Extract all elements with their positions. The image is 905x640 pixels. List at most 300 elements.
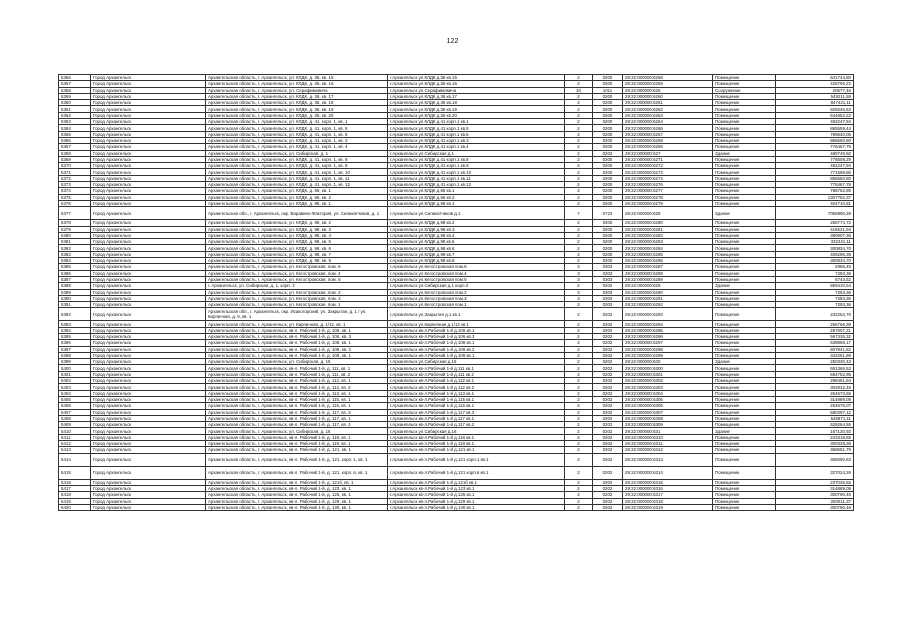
row-number-cell: 5395 xyxy=(59,333,91,339)
object-type-cell: Помещение xyxy=(713,258,776,264)
cadastral-value-cell: 300834,70 xyxy=(776,245,854,251)
municipality-cell: Город Архангельск xyxy=(91,200,206,206)
cadastral-number-cell: 29:22:000000:626 xyxy=(623,87,713,93)
short-address-cell: г.Архангельск кв-л.Рабочий 1-й д.117 кв.3 xyxy=(388,409,565,415)
cadastral-value-cell: 416521,94 xyxy=(776,226,854,232)
full-address-cell: Архангельская область, г. Архангельск, ул. КЛДК, д. 98, кв. 8 xyxy=(206,258,388,264)
short-address-cell: г.Архангельск ул.КЛДК д.41 корп.1 кв.9 xyxy=(388,163,565,169)
cadastral-value-cell: 546871,11 xyxy=(776,415,854,421)
category-cell: 2 xyxy=(565,466,593,479)
short-address-cell: г.Архангельск кв-л.Рабочий 1-й д.108 кв.2 xyxy=(388,346,565,352)
class-code-cell: 0200 xyxy=(593,226,623,232)
class-code-cell: 0202 xyxy=(593,428,623,434)
cadastral-number-cell: 29:22:000000:6268 xyxy=(623,137,713,143)
municipality-cell: Город Архангельск xyxy=(91,220,206,226)
class-code-cell: 0303 xyxy=(593,264,623,270)
cadastral-number-cell: 29:22:000000:6280 xyxy=(623,220,713,226)
row-number-cell: 5394 xyxy=(59,327,91,333)
cadastral-number-cell: 29:22:000000:6261 xyxy=(623,100,713,106)
property-register-table xyxy=(58,74,854,511)
municipality-cell: Город Архангельск xyxy=(91,453,206,466)
object-type-cell: Помещение xyxy=(713,403,776,409)
cadastral-value-cell: 332441,11 xyxy=(776,239,854,245)
cadastral-value-cell: 771598,86 xyxy=(776,169,854,175)
municipality-cell: Город Архангельск xyxy=(91,276,206,282)
full-address-cell: Архангельская область, г. Архангельск, ул. КЛДК, д. 98, кв. 4 xyxy=(206,232,388,238)
cadastral-number-cell: 29:22:000000:6297 xyxy=(623,340,713,346)
full-address-cell: Архангельская область, г. Архангельск, ул. КЛДК, д. 98, кв. 3 xyxy=(206,226,388,232)
table-row xyxy=(59,466,854,479)
object-type-cell: Помещение xyxy=(713,415,776,421)
full-address-cell: Архангельская область, г. Архангельск, кв-л. Рабочий 1-й, д. 115, кв. 1 xyxy=(206,396,388,402)
cadastral-value-cell: 300834,70 xyxy=(776,258,854,264)
object-type-cell: Помещение xyxy=(713,232,776,238)
full-address-cell: Архангельская область, г. Архангельск, ул. КЛДК, д. 41, корп. 1, кв. 8 xyxy=(206,156,388,162)
full-address-cell: Архангельская область, г. Архангельск, кв-л. Рабочий 1-й, д. 112, кв. 2 xyxy=(206,384,388,390)
full-address-cell: Архангельская область, г. Архангельск, ул. КЛДК, д. 41, корп. 1, кв. 1 xyxy=(206,119,388,125)
row-number-cell: 5398 xyxy=(59,352,91,358)
cadastral-number-cell: 29:22:000000:6276 xyxy=(623,182,713,188)
object-type-cell: Помещение xyxy=(713,163,776,169)
municipality-cell: Город Архангельск xyxy=(91,194,206,200)
short-address-cell: г.Архангельск кв-л.Рабочий 1-й д.112 кв.1 xyxy=(388,378,565,384)
category-cell: 2 xyxy=(565,137,593,143)
cadastral-number-cell: 29:22:000000:6267 xyxy=(623,131,713,137)
full-address-cell: Архангельская область, г. Архангельск, кв-л. Рабочий 1-й, д. 121, кв. 1 xyxy=(206,447,388,453)
full-address-cell: Архангельская область, г. Архангельск, ул. КЛДК, д. 98, кв. 2 xyxy=(206,220,388,226)
short-address-cell: г.Архангельск кв-л.Рабочий 1-й д.121 корп.1 кв.1 xyxy=(388,453,565,466)
municipality-cell: Город Архангельск xyxy=(91,371,206,377)
class-code-cell: 0200 xyxy=(593,93,623,99)
cadastral-value-cell: 788752,86 xyxy=(776,188,854,194)
row-number-cell: 5402 xyxy=(59,378,91,384)
cadastral-value-cell: 342251,69 xyxy=(776,352,854,358)
row-number-cell: 5414 xyxy=(59,453,91,466)
category-cell: 7 xyxy=(565,207,593,220)
municipality-cell: Город Архангельск xyxy=(91,321,206,327)
cadastral-number-cell: 29:22:000000:630 xyxy=(623,359,713,365)
object-type-cell: Помещение xyxy=(713,251,776,257)
municipality-cell: Город Архангельск xyxy=(91,384,206,390)
short-address-cell: г.Архангельск кв-л.Рабочий 1-й д.118 кв.1 xyxy=(388,434,565,440)
class-code-cell: 0202 xyxy=(593,441,623,447)
object-type-cell: Помещение xyxy=(713,119,776,125)
cadastral-value-cell: 232253,70 xyxy=(776,308,854,321)
cadastral-number-cell: 29:22:000000:6264 xyxy=(623,119,713,125)
cadastral-number-cell: 29:22:000000:6302 xyxy=(623,378,713,384)
short-address-cell: г.Архангельск ул.Кегостровская пом.5 xyxy=(388,276,565,282)
cadastral-value-cell: 233318,65 xyxy=(776,434,854,440)
short-address-cell: г.Архангельск ул.КЛДК д.41 корп.1 кв.11 xyxy=(388,175,565,181)
class-code-cell: 0200 xyxy=(593,163,623,169)
object-type-cell: Помещение xyxy=(713,75,776,81)
cadastral-value-cell: 7059990,28 xyxy=(776,207,854,220)
category-cell: 2 xyxy=(565,75,593,81)
object-type-cell: Помещение xyxy=(713,396,776,402)
object-type-cell: Помещение xyxy=(713,485,776,491)
short-address-cell: г.Архангельск ул.КЛДК д.41 корп.1 кв.10 xyxy=(388,169,565,175)
cadastral-value-cell: 256774,72 xyxy=(776,220,854,226)
full-address-cell: Архангельская область, г. Архангельск, кв-л. Рабочий 1-й, д. 119, кв. 1 xyxy=(206,441,388,447)
municipality-cell: Город Архангельск xyxy=(91,75,206,81)
short-address-cell: г.Архангельск кв-л.Рабочий 1-й д.112 кв.2 xyxy=(388,384,565,390)
category-cell: 2 xyxy=(565,396,593,402)
category-cell: 2 xyxy=(565,232,593,238)
cadastral-value-cell: 859410,64 xyxy=(776,283,854,289)
class-code-cell: 0202 xyxy=(593,466,623,479)
cadastral-value-cell: 5743,52 xyxy=(776,276,854,282)
municipality-cell: Город Архангельск xyxy=(91,390,206,396)
category-cell: 3 xyxy=(565,276,593,282)
short-address-cell: г.Архангельск ул.КЛДК д.36 кв.17 xyxy=(388,93,565,99)
category-cell: 3 xyxy=(565,264,593,270)
municipality-cell: Город Архангельск xyxy=(91,295,206,301)
cadastral-number-cell: 29:22:000000:6287 xyxy=(623,264,713,270)
class-code-cell: 0200 xyxy=(593,125,623,131)
cadastral-number-cell: 29:22:000000:6309 xyxy=(623,422,713,428)
short-address-cell: г.Архангельск ул.КЛДК д.98 кв.8 xyxy=(388,258,565,264)
object-type-cell: Помещение xyxy=(713,498,776,504)
object-type-cell: Помещение xyxy=(713,137,776,143)
category-cell: 2 xyxy=(565,308,593,321)
short-address-cell: г.Архангельск ул.КЛДК д.98 кв.7 xyxy=(388,251,565,257)
municipality-cell: Город Архангельск xyxy=(91,346,206,352)
class-code-cell: 0202 xyxy=(593,434,623,440)
category-cell: 2 xyxy=(565,346,593,352)
class-code-cell: 0200 xyxy=(593,232,623,238)
object-type-cell: Помещение xyxy=(713,245,776,251)
class-code-cell: 0202 xyxy=(593,365,623,371)
class-code-cell: 0303 xyxy=(593,270,623,276)
full-address-cell: Архангельская область, г. Архангельск, ул. Сибирская, д. 15 xyxy=(206,359,388,365)
row-number-cell: 5380 xyxy=(59,232,91,238)
short-address-cell: г.Архангельск ул.КЛДК д.36 кв.18 xyxy=(388,100,565,106)
full-address-cell: Архангельская область, г. Архангельск, ул. КЛДК, д. 41, корп. 1, кв. 4 xyxy=(206,144,388,150)
table-row xyxy=(59,207,854,220)
full-address-cell: Архангельская область, г. Архангельск, ул. КЛДК, д. 41, корп. 1, кв. 12 xyxy=(206,182,388,188)
category-cell: 2 xyxy=(565,251,593,257)
cadastral-number-cell: 29:22:000000:6281 xyxy=(623,226,713,232)
cadastral-value-cell: 314889,09 xyxy=(776,396,854,402)
cadastral-value-cell: 492247,94 xyxy=(776,119,854,125)
cadastral-number-cell: 29:22:000000:6298 xyxy=(623,346,713,352)
full-address-cell: Архангельская область, г. Архангельск, кв-л. Рабочий 1-й, д. 117, кв. 1 xyxy=(206,415,388,421)
cadastral-number-cell: 29:22:000000:6318 xyxy=(623,498,713,504)
class-code-cell: 0200 xyxy=(593,200,623,206)
short-address-cell: г.Архангельск кв-л.Рабочий 1-й д.121 кв.1 xyxy=(388,447,565,453)
row-number-cell: 5386 xyxy=(59,270,91,276)
object-type-cell: Помещение xyxy=(713,365,776,371)
short-address-cell: г.Архангельск кв-л.Рабочий 1-й д.111 кв.1 xyxy=(388,365,565,371)
class-code-cell: 0202 xyxy=(593,390,623,396)
cadastral-value-cell: 580397,12 xyxy=(776,409,854,415)
cadastral-number-cell: 29:22:000000:6277 xyxy=(623,188,713,194)
class-code-cell: 0723 xyxy=(593,207,623,220)
cadastral-value-cell: 314889,09 xyxy=(776,485,854,491)
category-cell: 2 xyxy=(565,340,593,346)
category-cell: 2 xyxy=(565,333,593,339)
cadastral-value-cell: 929246,63 xyxy=(776,106,854,112)
category-cell: 2 xyxy=(565,283,593,289)
cadastral-value-cell: 539858,17 xyxy=(776,340,854,346)
cadastral-value-cell: 302932,45 xyxy=(776,384,854,390)
cadastral-number-cell: 29:22:000000:6311 xyxy=(623,441,713,447)
cadastral-value-cell: 254675,07 xyxy=(776,403,854,409)
category-cell: 2 xyxy=(565,327,593,333)
full-address-cell: Архангельская область, г. Архангельск, кв-л. Рабочий 1-й, д. 121, корп. в, кв. 1 xyxy=(206,466,388,479)
cadastral-number-cell: 29:22:000000:627 xyxy=(623,150,713,156)
short-address-cell: г.Архангельск ул.Закрытая д.1 кв.1 xyxy=(388,308,565,321)
class-code-cell: 0202 xyxy=(593,340,623,346)
full-address-cell: Архангельская область, г. Архангельск, ул. КЛДК, д. 41, корп. 1, кв. 10 xyxy=(206,169,388,175)
municipality-cell: Город Архангельск xyxy=(91,428,206,434)
short-address-cell: г.Архангельск кв-л.Рабочий 1-й д.111 кв.2 xyxy=(388,371,565,377)
class-code-cell: 0202 xyxy=(593,352,623,358)
category-cell: 2 xyxy=(565,428,593,434)
municipality-cell: Город Архангельск xyxy=(91,415,206,421)
object-type-cell: Здание xyxy=(713,359,776,365)
class-code-cell: 0202 xyxy=(593,409,623,415)
short-address-cell: г.Архангельск кв-л.Рабочий 1-й д.109 кв.1 xyxy=(388,352,565,358)
object-type-cell: Помещение xyxy=(713,390,776,396)
municipality-cell: Город Архангельск xyxy=(91,169,206,175)
full-address-cell: Архангельская область, г. Архангельск, ул. Сибирская, д. 16 xyxy=(206,428,388,434)
municipality-cell: Город Архангельск xyxy=(91,100,206,106)
class-code-cell: 0202 xyxy=(593,415,623,421)
cadastral-number-cell: 29:22:000000:6310 xyxy=(623,434,713,440)
cadastral-value-cell: 298461,64 xyxy=(776,378,854,384)
full-address-cell: Архангельская область, г. Архангельск, ул. КЛДК, д. 41, корп. 1, кв. 3 xyxy=(206,137,388,143)
class-code-cell: 0202 xyxy=(593,346,623,352)
class-code-cell: 0202 xyxy=(593,371,623,377)
cadastral-number-cell: 29:22:000000:6259 xyxy=(623,81,713,87)
class-code-cell: 0202 xyxy=(593,308,623,321)
cadastral-number-cell: 29:22:000000:6319 xyxy=(623,504,713,510)
class-code-cell: 0200 xyxy=(593,169,623,175)
cadastral-value-cell: 7293,36 xyxy=(776,302,854,308)
category-cell: 2 xyxy=(565,479,593,485)
row-number-cell: 5356 xyxy=(59,75,91,81)
object-type-cell: Помещение xyxy=(713,289,776,295)
object-type-cell: Помещение xyxy=(713,466,776,479)
object-type-cell: Помещение xyxy=(713,441,776,447)
row-number-cell: 5393 xyxy=(59,321,91,327)
row-number-cell: 5404 xyxy=(59,390,91,396)
cadastral-number-cell: 29:22:000000:6300 xyxy=(623,365,713,371)
row-number-cell: 5392 xyxy=(59,308,91,321)
full-address-cell: Архангельская область, г. Архангельск, ул. КЛДК, д. 41, корп. 1, кв. 9 xyxy=(206,163,388,169)
municipality-cell: Город Архангельск xyxy=(91,125,206,131)
cadastral-number-cell: 29:22:000000:6263 xyxy=(623,112,713,118)
municipality-cell: Город Архангельск xyxy=(91,239,206,245)
cadastral-number-cell: 29:22:000000:6271 xyxy=(623,156,713,162)
class-code-cell: 0200 xyxy=(593,188,623,194)
cadastral-number-cell: 29:22:000000:6307 xyxy=(623,409,713,415)
category-cell: 2 xyxy=(565,321,593,327)
cadastral-value-cell: 529264,55 xyxy=(776,422,854,428)
municipality-cell: Город Архангельск xyxy=(91,163,206,169)
cadastral-number-cell: 29:22:000000:6301 xyxy=(623,371,713,377)
cadastral-number-cell: 29:22:000000:6262 xyxy=(623,106,713,112)
cadastral-number-cell: 29:22:000000:629 xyxy=(623,283,713,289)
municipality-cell: Город Архангельск xyxy=(91,396,206,402)
cadastral-number-cell: 29:22:000000:6306 xyxy=(623,403,713,409)
table-body xyxy=(59,75,854,511)
category-cell: 2 xyxy=(565,409,593,415)
municipality-cell: Город Архангельск xyxy=(91,485,206,491)
category-cell: 2 xyxy=(565,422,593,428)
cadastral-value-cell: 641744,80 xyxy=(776,75,854,81)
object-type-cell: Помещение xyxy=(713,239,776,245)
short-address-cell: г.Архангельск ул.Сибирская д.15 xyxy=(388,359,565,365)
full-address-cell: Архангельская область, г. Архангельск, кв-л. Рабочий 1-й, д. 108, кв. 2 xyxy=(206,346,388,352)
cadastral-value-cell: 865559,44 xyxy=(776,125,854,131)
full-address-cell: Архангельская область, г. Архангельск, ул. Кегостровская, пом. 2 xyxy=(206,289,388,295)
short-address-cell: г.Архангельск ул.Кегостровская пом.3 xyxy=(388,295,565,301)
object-type-cell: Помещение xyxy=(713,106,776,112)
object-type-cell: Помещение xyxy=(713,453,776,466)
cadastral-number-cell: 29:22:000000:6313 xyxy=(623,453,713,466)
cadastral-number-cell: 29:22:000000:6289 xyxy=(623,276,713,282)
cadastral-value-cell: 865560,80 xyxy=(776,137,854,143)
class-code-cell: 0202 xyxy=(593,333,623,339)
municipality-cell: Город Архангельск xyxy=(91,251,206,257)
row-number-cell: 5401 xyxy=(59,371,91,377)
cadastral-number-cell: 29:22:000000:628 xyxy=(623,207,713,220)
class-code-cell: 0200 xyxy=(593,106,623,112)
full-address-cell: Архангельская область, г. Архангельск, ул. КЛДК, д. 36, кв. 17 xyxy=(206,93,388,99)
municipality-cell: Город Архангельск xyxy=(91,150,206,156)
category-cell: 2 xyxy=(565,226,593,232)
full-address-cell: Архангельская область, г. Архангельск, ул. КЛДК, д. 41, корп. 1, кв. 5 xyxy=(206,125,388,131)
short-address-cell: г.Архангельск кв-л.Рабочий 1-й д.123 кв.1 xyxy=(388,485,565,491)
municipality-cell: Город Архангельск xyxy=(91,447,206,453)
row-number-cell: 5384 xyxy=(59,258,91,264)
municipality-cell: Город Архангельск xyxy=(91,333,206,339)
cadastral-value-cell: 300328,38 xyxy=(776,441,854,447)
row-number-cell: 5364 xyxy=(59,125,91,131)
object-type-cell: Помещение xyxy=(713,434,776,440)
short-address-cell: г.Архангельск кв-л.Рабочий 1-й д.117 кв.1 xyxy=(388,415,565,421)
full-address-cell: Архангельская область, г. Архангельск, кв-л. Рабочий 1-й, д. 109, кв. 1 xyxy=(206,352,388,358)
class-code-cell: 0202 xyxy=(593,403,623,409)
full-address-cell: Архангельская область, г. Архангельск, ул. КЛДК, д. 36, кв. 18 xyxy=(206,100,388,106)
category-cell: 2 xyxy=(565,485,593,491)
short-address-cell: г.Архангельск ул.Кегостровская пом.2 xyxy=(388,289,565,295)
row-number-cell: 5375 xyxy=(59,194,91,200)
row-number-cell: 5376 xyxy=(59,200,91,206)
cadastral-value-cell: 365090,63 xyxy=(776,453,854,466)
object-type-cell: Помещение xyxy=(713,504,776,510)
short-address-cell: г.Архангельск ул.Сибирская д.1 корп.3 xyxy=(388,283,565,289)
row-number-cell: 5372 xyxy=(59,175,91,181)
cadastral-number-cell: 29:22:000000:6304 xyxy=(623,390,713,396)
category-cell: 3 xyxy=(565,302,593,308)
municipality-cell: Город Архангельск xyxy=(91,131,206,137)
cadastral-value-cell: 789640,05 xyxy=(776,131,854,137)
category-cell: 2 xyxy=(565,194,593,200)
short-address-cell: г.Архангельск ул.КЛДК д.36 кв.16 xyxy=(388,81,565,87)
class-code-cell: 0200 xyxy=(593,112,623,118)
row-number-cell: 5389 xyxy=(59,289,91,295)
cadastral-value-cell: 250011,37 xyxy=(776,498,854,504)
full-address-cell: Архангельская область, г. Архангельск, ул. КЛДК, д. 41, корп. 1, кв. 6 xyxy=(206,131,388,137)
full-address-cell: Архангельская область, г. Архангельск, ул. Кегостровская, пом. 4 xyxy=(206,270,388,276)
short-address-cell: г.Архангельск ул.КЛДК д.41 корп.1 кв.4 xyxy=(388,144,565,150)
full-address-cell: Архангельская область, г. Архангельск, ул. КЛДК, д. 36, кв. 19 xyxy=(206,106,388,112)
category-cell: 2 xyxy=(565,200,593,206)
row-number-cell: 5362 xyxy=(59,112,91,118)
row-number-cell: 5407 xyxy=(59,409,91,415)
row-number-cell: 5411 xyxy=(59,434,91,440)
municipality-cell: Город Архангельск xyxy=(91,479,206,485)
short-address-cell: г.Архангельск кв-л.Рабочий 1-й д.115 кв.1 xyxy=(388,396,565,402)
full-address-cell: Архангельская область, г. Архангельск, ул. КЛДК, д. 36, кв. 15 xyxy=(206,75,388,81)
short-address-cell: г.Архангельск ул.Кегостровская пом.6 xyxy=(388,264,565,270)
cadastral-value-cell: 300790,46 xyxy=(776,504,854,510)
row-number-cell: 5409 xyxy=(59,422,91,428)
category-cell: 10 xyxy=(565,87,593,93)
class-code-cell: 0202 xyxy=(593,378,623,384)
row-number-cell: 5382 xyxy=(59,245,91,251)
full-address-cell: Архангельская область, г. Архангельск, кв-л. Рабочий 1-й, д. 121б, кв. 1 xyxy=(206,479,388,485)
cadastral-number-cell: 29:22:000000:6290 xyxy=(623,289,713,295)
class-code-cell: 0200 xyxy=(593,119,623,125)
row-number-cell: 5377 xyxy=(59,207,91,220)
short-address-cell: г.Архангельск кв-л.Рабочий 1-й д.119 кв.1 xyxy=(388,441,565,447)
short-address-cell: г.Архангельск ул.Кирпичная д.1/12 кв.1 xyxy=(388,321,565,327)
class-code-cell: 0200 xyxy=(593,245,623,251)
category-cell: 2 xyxy=(565,359,593,365)
row-number-cell: 5371 xyxy=(59,169,91,175)
row-number-cell: 5416 xyxy=(59,479,91,485)
cadastral-value-cell: 20577,46 xyxy=(776,87,854,93)
class-code-cell: 0202 xyxy=(593,359,623,365)
full-address-cell: Архангельская область, г. Архангельск, ул. КЛДК, д. 36, кв. 16 xyxy=(206,81,388,87)
cadastral-value-cell: 425795,22 xyxy=(776,81,854,87)
object-type-cell: Здание xyxy=(713,207,776,220)
municipality-cell: Город Архангельск xyxy=(91,188,206,194)
full-address-cell: Архангельская область, г. Архангельск, кв-л. Рабочий 1-й, д. 121, корп. 1, кв. 1 xyxy=(206,453,388,466)
full-address-cell: Архангельская область, г. Архангельск, кв-л. Рабочий 1-й, д. 125, кв. 1 xyxy=(206,492,388,498)
class-code-cell: 0202 xyxy=(593,485,623,491)
category-cell: 2 xyxy=(565,106,593,112)
cadastral-number-cell: 29:22:000000:6293 xyxy=(623,308,713,321)
object-type-cell: Помещение xyxy=(713,220,776,226)
municipality-cell: Город Архангельск xyxy=(91,289,206,295)
municipality-cell: Город Архангельск xyxy=(91,87,206,93)
cadastral-number-cell: 29:22:000000:6305 xyxy=(623,396,713,402)
cadastral-number-cell: 29:22:000000:6278 xyxy=(623,194,713,200)
cadastral-number-cell: 29:22:000000:6286 xyxy=(623,258,713,264)
full-address-cell: Архангельская область, г. Архангельск, кв-л. Рабочий 1-й, д. 117, кв. 2 xyxy=(206,422,388,428)
full-address-cell: Архангельская область, г. Архангельск, кв-л. Рабочий 1-й, д. 106, кв. 3 xyxy=(206,333,388,339)
cadastral-value-cell: 264673,65 xyxy=(776,390,854,396)
cadastral-value-cell: 865550,80 xyxy=(776,175,854,181)
category-cell: 2 xyxy=(565,150,593,156)
cadastral-value-cell: 404710,81 xyxy=(776,200,854,206)
category-cell: 2 xyxy=(565,365,593,371)
full-address-cell: Архангельская область, г. Архангельск, ул. КЛДК, д. 98, кв. 5 xyxy=(206,239,388,245)
category-cell: 2 xyxy=(565,434,593,440)
class-code-cell: 0200 xyxy=(593,182,623,188)
full-address-cell: Архангельская обл., г. Архангельск, окр. Исакогорский, ул. Закрытая, д. 1 / ул. Кирпичная, д. 9, кв. 1 xyxy=(206,308,388,321)
object-type-cell: Помещение xyxy=(713,346,776,352)
municipality-cell: Город Архангельск xyxy=(91,207,206,220)
class-code-cell: 0202 xyxy=(593,479,623,485)
class-code-cell: 0200 xyxy=(593,258,623,264)
cadastral-value-cell: 380907,36 xyxy=(776,232,854,238)
